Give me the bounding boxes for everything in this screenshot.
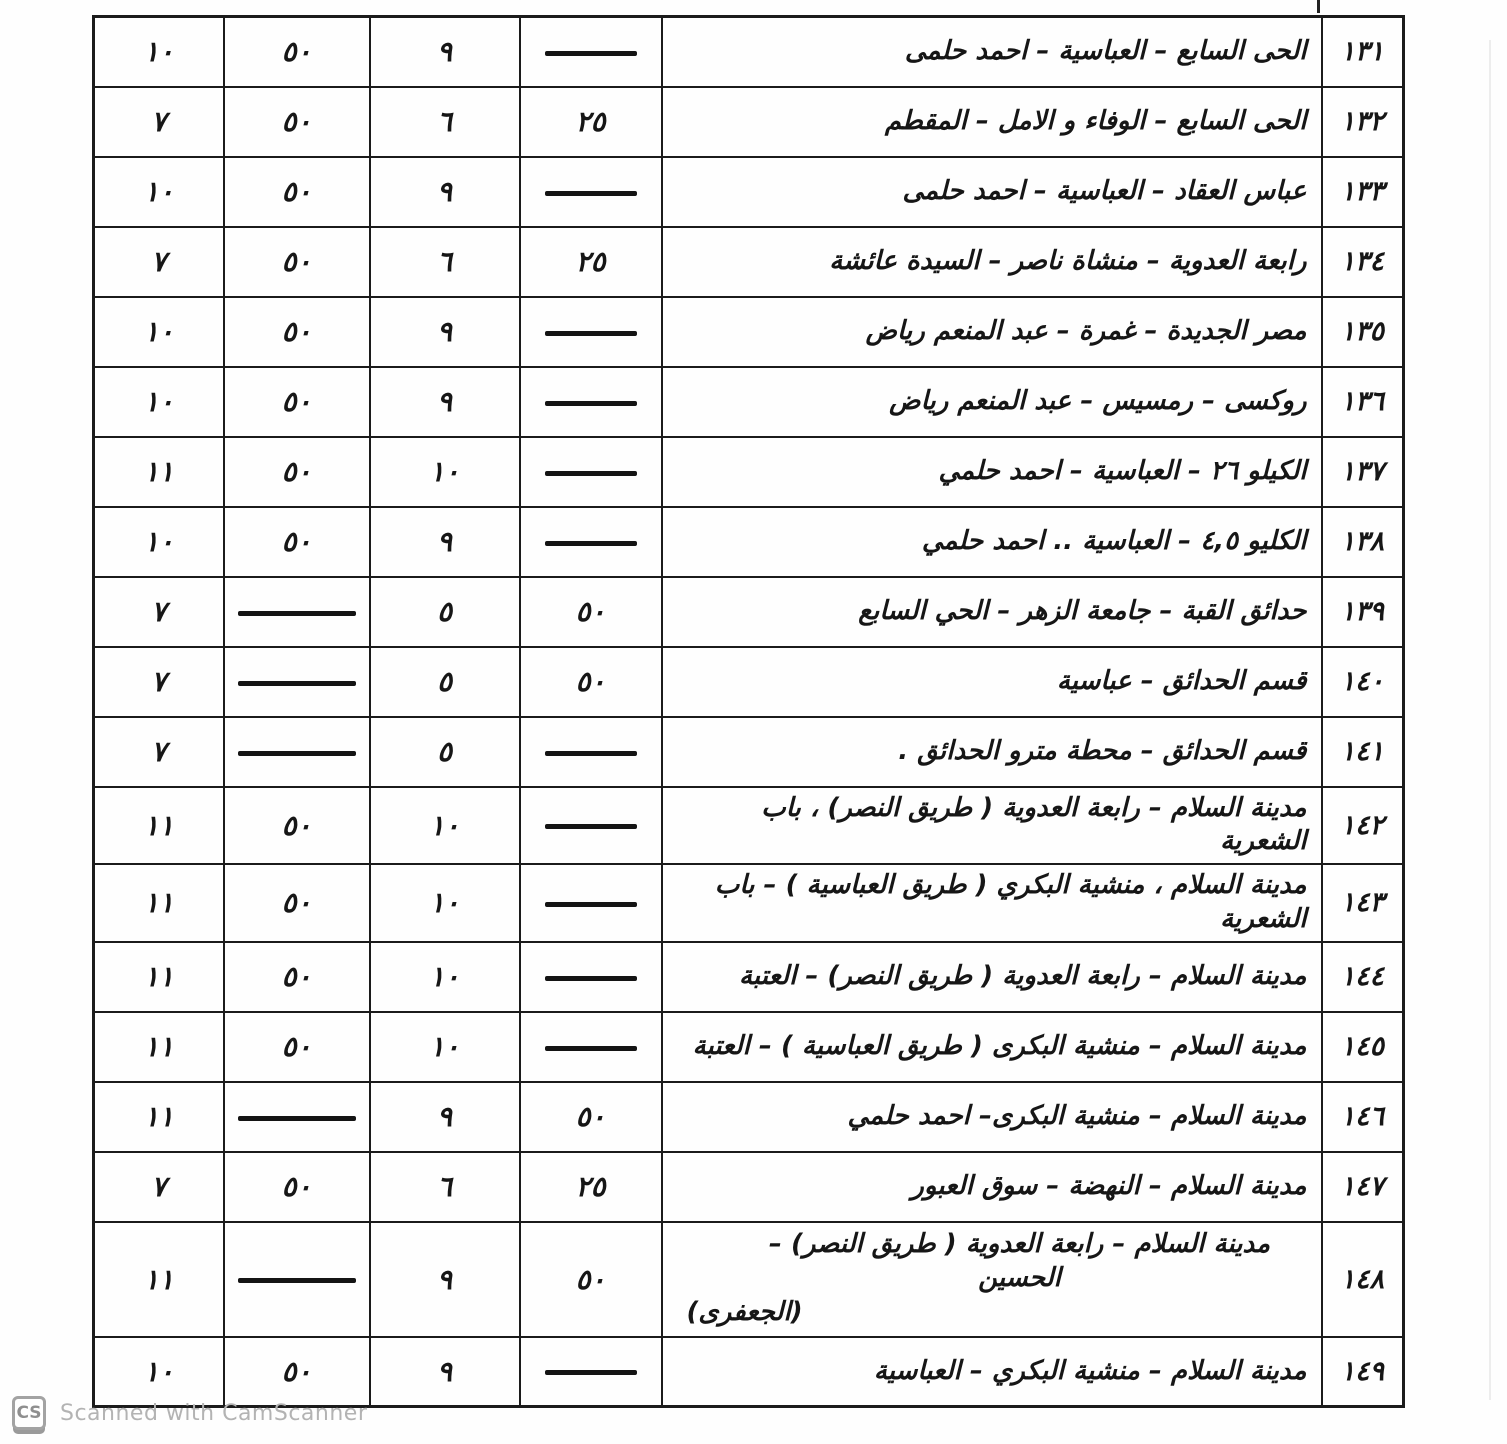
table-row <box>94 1012 1404 1082</box>
value-cell-left-2 <box>224 647 370 717</box>
route-description-cell <box>662 717 1322 787</box>
table-row <box>94 507 1404 577</box>
route-text: روكسى – رمسيس – عبد المنعم رياض <box>889 385 1307 416</box>
route-description-cell <box>662 297 1322 367</box>
table-row <box>94 157 1404 227</box>
route-description-cell <box>662 1152 1322 1222</box>
value-cell-left-2: ٥٠ <box>224 1012 370 1082</box>
value-cell-left-3: ١٠ <box>370 787 520 865</box>
camscanner-watermark <box>12 1396 367 1430</box>
table-row <box>94 87 1404 157</box>
empty-dash <box>238 1116 356 1121</box>
table-row <box>94 787 1404 865</box>
route-text: الكيلو ٢٦ – العباسية – احمد حلمي <box>938 455 1307 486</box>
value-cell-left-2 <box>224 1082 370 1152</box>
route-text: مدينة السلام – رابعة العدوية ( طريق النصر) – الحسين <box>768 1229 1271 1294</box>
value-cell-left-4: ٢٥ <box>520 87 662 157</box>
route-description-cell <box>662 507 1322 577</box>
value-cell-left-3: ١٠ <box>370 1012 520 1082</box>
empty-dash <box>238 611 356 616</box>
empty-dash <box>545 191 637 196</box>
route-description-cell <box>662 647 1322 717</box>
value-cell-left-4: ٥٠ <box>520 1082 662 1152</box>
route-number-cell: ١٤٣ <box>1322 864 1404 942</box>
table-row <box>94 437 1404 507</box>
route-number-cell: ١٣٢ <box>1322 87 1404 157</box>
value-cell-left-2: ٥٠ <box>224 864 370 942</box>
value-cell-left-3: ٦ <box>370 87 520 157</box>
value-cell-left-4 <box>520 367 662 437</box>
table-row <box>94 17 1404 87</box>
empty-dash <box>238 681 356 686</box>
route-text: مدينة السلام – رابعة العدوية ( طريق النصر) – العتبة <box>738 960 1307 991</box>
value-cell-left-2: ٥٠ <box>224 1152 370 1222</box>
route-description-cell <box>662 17 1322 87</box>
empty-dash <box>545 51 637 56</box>
scan-artifact-tick <box>1317 0 1320 13</box>
empty-dash <box>545 471 637 476</box>
value-cell-left-1: ١١ <box>94 1012 224 1082</box>
value-cell-left-2: ٥٠ <box>224 227 370 297</box>
value-cell-left-4 <box>520 1337 662 1407</box>
value-cell-left-2: ٥٠ <box>224 437 370 507</box>
route-description-cell <box>662 577 1322 647</box>
value-cell-left-1: ١٠ <box>94 297 224 367</box>
table-row <box>94 647 1404 717</box>
value-cell-left-1: ٧ <box>94 1152 224 1222</box>
route-number-cell: ١٣١ <box>1322 17 1404 87</box>
value-cell-left-3: ٩ <box>370 1222 520 1337</box>
route-description-cell <box>662 787 1322 865</box>
route-text: مدينة السلام – رابعة العدوية ( طريق النصر) ، باب الشعرية <box>761 792 1307 857</box>
route-description-cell <box>662 367 1322 437</box>
value-cell-left-1: ١٠ <box>94 367 224 437</box>
route-text: مدينة السلام – النهضة – سوق العبور <box>911 1170 1307 1201</box>
route-number-cell: ١٣٣ <box>1322 157 1404 227</box>
value-cell-left-1: ١١ <box>94 1222 224 1337</box>
value-cell-left-1: ١٠ <box>94 157 224 227</box>
camscanner-logo-icon: CS <box>12 1396 46 1430</box>
value-cell-left-4 <box>520 942 662 1012</box>
value-cell-left-1: ١١ <box>94 864 224 942</box>
value-cell-left-4 <box>520 717 662 787</box>
route-text: مصر الجديدة – غمرة – عبد المنعم رياض <box>865 315 1307 346</box>
value-cell-left-3: ٥ <box>370 577 520 647</box>
value-cell-left-2: ٥٠ <box>224 942 370 1012</box>
empty-dash <box>545 401 637 406</box>
value-cell-left-4: ٥٠ <box>520 1222 662 1337</box>
page-edge-shadow <box>1489 40 1491 1400</box>
value-cell-left-2: ٥٠ <box>224 507 370 577</box>
value-cell-left-2: ٥٠ <box>224 367 370 437</box>
empty-dash <box>545 1370 637 1375</box>
value-cell-left-1: ١٠ <box>94 507 224 577</box>
value-cell-left-1: ٧ <box>94 717 224 787</box>
table-row <box>94 1082 1404 1152</box>
bus-routes-table <box>92 15 1405 1408</box>
route-number-cell: ١٤٩ <box>1322 1337 1404 1407</box>
route-text: الكليو ٤,٥ – العباسية .. احمد حلمي <box>921 525 1307 556</box>
value-cell-left-3: ٦ <box>370 227 520 297</box>
route-text: الحى السابع – الوفاء و الامل – المقطم <box>884 105 1307 136</box>
empty-dash <box>545 902 637 907</box>
value-cell-left-2: ٥٠ <box>224 157 370 227</box>
value-cell-left-4 <box>520 864 662 942</box>
route-description-cell <box>662 942 1322 1012</box>
value-cell-left-4 <box>520 1012 662 1082</box>
table-row <box>94 367 1404 437</box>
route-text: مدينة السلام – منشية البكرى ( طريق العباسية ) – العتبة <box>692 1030 1307 1061</box>
route-number-cell: ١٤١ <box>1322 717 1404 787</box>
route-text: حدائق القبة – جامعة الزهر – الحي السابع <box>858 595 1307 626</box>
route-text: عباس العقاد – العباسية – احمد حلمى <box>902 175 1307 206</box>
route-number-cell: ١٣٧ <box>1322 437 1404 507</box>
value-cell-left-3: ٦ <box>370 1152 520 1222</box>
route-text: قسم الحدائق – محطة مترو الحدائق . <box>898 735 1307 766</box>
value-cell-left-4: ٥٠ <box>520 647 662 717</box>
route-number-cell: ١٣٤ <box>1322 227 1404 297</box>
value-cell-left-4 <box>520 17 662 87</box>
value-cell-left-4 <box>520 787 662 865</box>
value-cell-left-2: ٥٠ <box>224 787 370 865</box>
empty-dash <box>545 1046 637 1051</box>
empty-dash <box>545 976 637 981</box>
value-cell-left-1: ١٠ <box>94 1337 224 1407</box>
value-cell-left-3: ١٠ <box>370 942 520 1012</box>
value-cell-left-2 <box>224 577 370 647</box>
value-cell-left-3: ١٠ <box>370 864 520 942</box>
route-description-cell <box>662 437 1322 507</box>
empty-dash <box>545 751 637 756</box>
route-number-cell: ١٤٥ <box>1322 1012 1404 1082</box>
value-cell-left-4: ٢٥ <box>520 227 662 297</box>
route-text: مدينة السلام – منشية البكري – العباسية <box>873 1355 1307 1386</box>
value-cell-left-1: ١١ <box>94 942 224 1012</box>
route-description-cell <box>662 1337 1322 1407</box>
value-cell-left-1: ٧ <box>94 577 224 647</box>
route-number-cell: ١٣٦ <box>1322 367 1404 437</box>
route-text: الحى السابع – العباسية – احمد حلمى <box>904 35 1307 66</box>
value-cell-left-1: ٧ <box>94 647 224 717</box>
value-cell-left-3: ٩ <box>370 17 520 87</box>
value-cell-left-2: ٥٠ <box>224 1337 370 1407</box>
value-cell-left-4: ٢٥ <box>520 1152 662 1222</box>
route-description-cell <box>662 157 1322 227</box>
route-number-cell: ١٤٠ <box>1322 647 1404 717</box>
empty-dash <box>238 751 356 756</box>
route-text: مدينة السلام ، منشية البكري ( طريق العباسية ) – باب الشعرية <box>714 870 1307 934</box>
value-cell-left-3: ٩ <box>370 157 520 227</box>
table-row <box>94 717 1404 787</box>
route-number-cell: ١٤٤ <box>1322 942 1404 1012</box>
value-cell-left-1: ١١ <box>94 437 224 507</box>
route-text-line2: (الجعفرى) <box>686 1297 803 1328</box>
route-text: مدينة السلام – منشية البكرى– احمد حلمي <box>847 1100 1307 1131</box>
route-number-cell: ١٣٩ <box>1322 577 1404 647</box>
value-cell-left-4: ٥٠ <box>520 577 662 647</box>
value-cell-left-3: ٩ <box>370 367 520 437</box>
route-description-cell <box>662 1222 1322 1337</box>
value-cell-left-2 <box>224 717 370 787</box>
value-cell-left-4 <box>520 507 662 577</box>
route-description-cell <box>662 1082 1322 1152</box>
value-cell-left-1: ٧ <box>94 87 224 157</box>
route-description-cell <box>662 87 1322 157</box>
value-cell-left-1: ١١ <box>94 787 224 865</box>
table-row <box>94 942 1404 1012</box>
value-cell-left-3: ٩ <box>370 1082 520 1152</box>
route-number-cell: ١٣٥ <box>1322 297 1404 367</box>
empty-dash <box>545 541 637 546</box>
empty-dash <box>545 331 637 336</box>
table-row <box>94 1222 1404 1337</box>
value-cell-left-2: ٥٠ <box>224 17 370 87</box>
value-cell-left-1: ٧ <box>94 227 224 297</box>
empty-dash <box>238 1278 356 1283</box>
value-cell-left-2: ٥٠ <box>224 87 370 157</box>
route-number-cell: ١٤٧ <box>1322 1152 1404 1222</box>
value-cell-left-3: ٩ <box>370 1337 520 1407</box>
route-number-cell: ١٤٦ <box>1322 1082 1404 1152</box>
route-text: قسم الحدائق – عباسية <box>1056 665 1307 696</box>
empty-dash <box>545 824 637 829</box>
value-cell-left-3: ٩ <box>370 297 520 367</box>
route-number-cell: ١٣٨ <box>1322 507 1404 577</box>
table-row <box>94 297 1404 367</box>
route-text: رابعة العدوية – منشاة ناصر – السيدة عائشة <box>829 245 1307 276</box>
route-description-cell <box>662 864 1322 942</box>
value-cell-left-3: ٩ <box>370 507 520 577</box>
value-cell-left-4 <box>520 297 662 367</box>
route-description-cell <box>662 227 1322 297</box>
value-cell-left-4 <box>520 437 662 507</box>
value-cell-left-1: ١١ <box>94 1082 224 1152</box>
watermark-text: Scanned with CamScanner <box>60 1400 368 1426</box>
route-number-cell: ١٤٨ <box>1322 1222 1404 1337</box>
value-cell-left-4 <box>520 157 662 227</box>
table-row <box>94 227 1404 297</box>
route-number-cell: ١٤٢ <box>1322 787 1404 865</box>
route-description-cell <box>662 1012 1322 1082</box>
value-cell-left-3: ٥ <box>370 717 520 787</box>
value-cell-left-2: ٥٠ <box>224 297 370 367</box>
value-cell-left-3: ١٠ <box>370 437 520 507</box>
value-cell-left-2 <box>224 1222 370 1337</box>
value-cell-left-1: ١٠ <box>94 17 224 87</box>
table-row <box>94 577 1404 647</box>
table-row <box>94 864 1404 942</box>
table-row <box>94 1152 1404 1222</box>
value-cell-left-3: ٥ <box>370 647 520 717</box>
